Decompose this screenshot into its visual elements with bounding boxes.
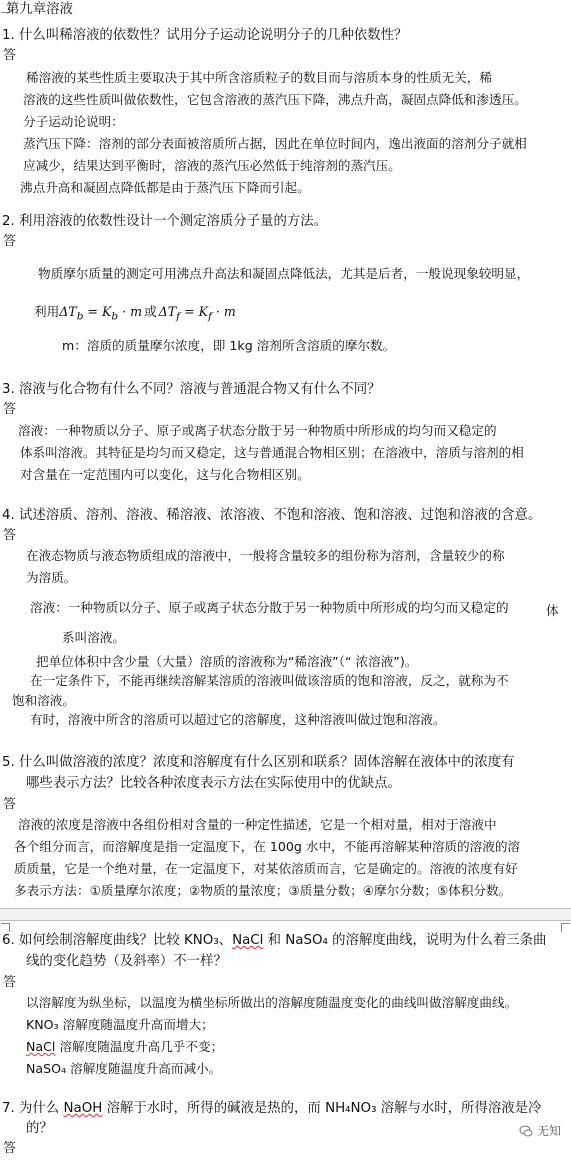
answer-line: 把单位体积中含少量（大量）溶质的溶液称为“稀溶液”（“ 浓溶液”)。 [36,654,418,669]
chat-bubble-icon [519,1124,533,1138]
text-part: 和 NaSO₄ 的溶解度曲线，说明为什么着三条曲 [263,933,547,948]
page-corner-mark [561,923,570,932]
question-5-cont: 哪些表示方法？比较各种浓度表示方法在实际使用中的优缺点。 [26,776,401,791]
watermark [519,1122,561,1139]
answer-line: 在一定条件下，不能再继续溶解某溶质的溶液叫做该溶质的饱和溶液，反之，就称为不 [30,673,509,688]
formula-boiling [59,304,143,323]
answer-line: m：溶质的质量摩尔浓度，即 1kg 溶剂所含溶质的摩尔数。 [62,338,396,353]
text-part: 7. 为什么 [2,1101,64,1116]
formula-prefix: 利用 [34,304,60,319]
spellcheck-word: NaCl [26,1039,56,1054]
formula-part: · m [211,304,236,319]
text-part: 6. 如何绘制溶解度曲线？比较 KNO₃、 [2,933,233,948]
question-5: 5. 什么叫做溶液的浓度？浓度和溶解度有什么区别和联系？固体溶解在液体中的浓度有 [2,755,515,770]
spellcheck-word: NaOH [63,1101,103,1116]
answer-line: 蒸汽压下降：溶剂的部分表面被溶质所占据，因此在单位时间内，逸出液面的溶剂分子就相 [23,136,527,151]
answer-line: 在液态物质与液态物质组成的溶液中，一般将含量较多的组份称为溶剂，含量较少的称 [26,548,505,563]
answer-line: 以溶解度为纵坐标，以温度为横坐标所做出的溶解度随温度变化的曲线叫做溶解度曲线。 [26,995,518,1010]
document-page-2 [0,921,571,1160]
answer-line: 体系叫溶液。其特征是均匀而又稳定，这与普通混合物相区别；在溶液中，溶质与溶剂的相 [20,445,524,460]
delta-symbol: ΔT [59,304,77,319]
answer-line: 溶液的这些性质叫做依数性，它包含溶液的蒸汽压下降，沸点升高，凝固点降低和渗透压。 [23,92,527,107]
answer-line: 对含量在一定范围内可以变化，这与化合物相区别。 [20,467,310,482]
answer-line: 多表示方法：①质量摩尔浓度；②物质的量浓度；③质量分数；④摩尔分数；⑤体积分数。 [14,883,512,898]
answer-line: 质质量，它是一个绝对量，在一定温度下，对某依溶质而言，它是确定的。溶液的浓度有好 [14,861,518,876]
question-6-cont: 线的变化趋势（及斜率）不一样？ [26,954,227,969]
formula-part: · m [118,304,143,319]
formula-freezing [158,304,236,323]
formula-part: = K [180,304,209,319]
answer-line: 分子运动论说明： [23,114,124,129]
answer-line: 饱和溶液。 [12,693,75,708]
answer-line-tail: 体 [546,603,559,618]
answer-label: 答 [3,528,17,543]
question-6 [2,932,546,950]
answer-line: 为溶质。 [26,570,77,585]
question-7 [2,1100,541,1118]
answer-line: KNO₃ 溶解度随温度升高而增大； [26,1017,214,1032]
answer-line: 溶液的浓度是溶液中各组份相对含量的一种定性描述，它是一个相对量，相对于溶液中 [18,817,497,832]
answer-line: 溶液：一种物质以分子、原子或离子状态分散于另一种物质中所形成的均匀而又稳定的 [18,423,497,438]
delta-symbol: ΔT [158,304,177,319]
chapter-title: 第九章溶液 [6,2,73,17]
formula-part: = K [83,304,112,319]
answer-label: 答 [3,234,17,249]
spellcheck-word: NaCl [232,933,264,948]
question-4: 4. 试述溶质、溶剂、溶液、稀溶液、浓溶液、不饱和溶液、饱和溶液、过饱和溶液的含意。 [2,508,542,523]
answer-line: 系叫溶液。 [62,630,125,645]
subscript: f [208,310,212,323]
answer-line: 稀溶液的某些性质主要取决于其中所含溶质粒子的数目而与溶质本身的性质无关，稀 [26,70,492,85]
answer-label: 答 [3,1141,17,1156]
answer-line: 各个组分而言，而溶解度是指一定温度下，在 100g 水中，不能再溶解某种溶质的溶液的溶 [14,839,521,854]
subscript: b [76,310,84,323]
formula-line [34,303,236,326]
page-corner-mark [1,923,10,932]
formula-or: 或 [144,304,157,319]
answer-line: NaSO₄ 溶解度随温度升高而减小。 [26,1061,222,1076]
answer-line [26,1038,223,1056]
question-1: 1. 什么叫稀溶液的依数性？试用分子运动论说明分子的几种依数性？ [2,28,408,43]
answer-line: 沸点升高和凝固点降低都是由于蒸汽压下降而引起。 [20,180,310,195]
answer-label: 答 [3,797,17,812]
answer-line: 物质摩尔质量的测定可用沸点升高法和凝固点降低法，尤其是后者，一般说现象较明显， [38,266,530,281]
watermark-text: 无知 [536,1124,561,1138]
answer-line: 有时，溶液中所含的溶质可以超过它的溶解度，这种溶液叫做过饱和溶液。 [30,712,446,727]
subscript: b [111,310,119,323]
question-3: 3. 溶液与化合物有什么不同？溶液与普通混合物又有什么不同？ [2,382,381,397]
text-part: 溶解度随温度升高几乎不变； [55,1039,224,1054]
answer-line: 应减少，结果达到平衡时，溶液的蒸汽压必然低于纯溶剂的蒸汽压。 [23,158,401,173]
question-2: 2. 利用溶液的依数性设计一个测定溶质分子量的方法。 [2,214,328,229]
question-7-cont: 的？ [26,1121,53,1136]
subscript: f [176,310,181,323]
text-part: 溶解于水时，所得的碱液是热的，而 NH₄NO₃ 溶解与水时，所得溶液是冷 [102,1101,542,1116]
answer-line: 溶液：一种物质以分子、原子或离子状态分散于另一种物质中所形成的均匀而又稳定的 [30,600,509,615]
answer-label: 答 [3,402,17,417]
page-break [0,908,571,921]
answer-label: 答 [3,975,17,990]
answer-label: 答 [3,48,17,63]
